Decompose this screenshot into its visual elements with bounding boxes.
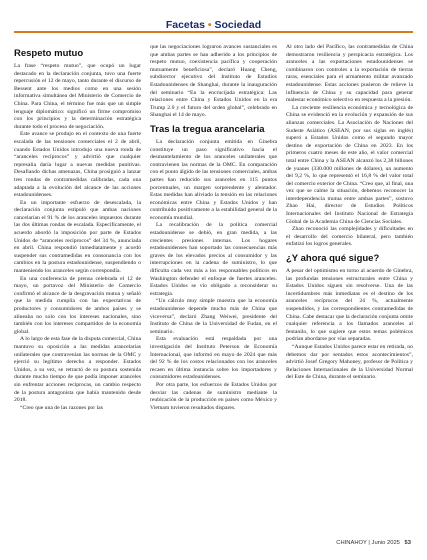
paragraph: A lo largo de esta fase de la disputa comercial, China mantuvo su oposición a las medidas arancelarias unilaterales que contravenían las normas de la OMC y ejerció su legítimo derecho a responder. Estados Unidos, a su vez, se retractó de su postura sostenida durante mucho tiempo de que podía imponer aranceles sin enfrentar acciones recíprocas, un cambio respecto de la postura antagonista que había mantenido desde 2018.: [14, 336, 141, 404]
subheading-y-ahora-que-sigue: ¿Y ahora qué sigue?: [286, 253, 380, 265]
section-name-sociedad: Sociedad: [214, 19, 262, 31]
paragraph: La creciente resiliencia económica y tecnológica de China se evidenció en la evolución y expansión de sus alianzas comerciales. La Asociación de Naciones del Sudeste Asiático (ASEAN, por sus siglas en inglés) superó a Estados Unidos como el segundo mayor destino de exportación de China en 2023. En los primeros cuatro meses de este año, el valor comercial total entre China y la ASEAN alcanzó los 2,38 billones de yuanes (330.000 millones de dólares), un aumento del 9,2 %, lo que representó el 16,8 % del valor total del comercio exterior de China. “Creo que, al final, una vez que se calme la situación, debemos reconocer la interdependencia mutua entre ambas partes”, sostuvo Zhao Hai, director de Estudios Políticos Internacionales del Instituto Nacional de Estrategia Global de la Academia China de Ciencias Sociales.: [286, 104, 413, 225]
subheading-tregua-arancelaria: Tras la tregua arancelaria: [150, 123, 265, 135]
paragraph: Zhao reconoció las complejidades y dificultades en el desarrollo del comercio bilateral, pero también enfatizó los logros generales.: [286, 226, 413, 248]
article-columns: [14, 44, 413, 530]
section-name-facetas: Facetas: [165, 19, 205, 31]
section-header: [14, 14, 413, 38]
column-2: [150, 44, 277, 530]
paragraph: “Creo que una de las razones por las: [20, 404, 103, 411]
paragraph: La frase “respeto mutuo”, que ocupó un lugar destacado en la declaración conjunta, tuvo una fuerte repercusión el 12 de mayo, tanto durante el discurso de Bessent ante los medios como en una sesión informativa simultánea del Ministerio de Comercio de China. Para China, el término fue más que un simple lenguaje diplomático: significó un firme compromiso con los principios y la determinación estratégica durante todo el proceso de negociación.: [14, 63, 141, 130]
footer-separator: |: [368, 540, 372, 546]
paragraph: A pesar del optimismo en torno al acuerdo de Ginebra, las profundas tensiones estructurales entre China y Estados Unidos siguen sin resolverse. Una de las incertidumbres más inmediatas es el destino de los aranceles recíprocos del 24 %, actualmente suspendidos, y las correspondientes contramedidas de China. Cabe destacar que la declaración conjunta omite cualquier referencia a los llamados aranceles al fentanilo, lo que sugiere que estos temas polémicos podrían abordarse por vías separadas.: [286, 268, 413, 343]
paragraph: “Aunque Estados Unidos parece estar en retirada, no debemos dar por sentados estos acontecimientos”, advirtió Josef Gregory Mahoney, profesor de Política y Relaciones Internacionales de la Universidad Normal del Este de China, durante el seminario.: [286, 343, 413, 381]
issue-date: Junio 2025: [371, 540, 400, 546]
section-title: [162, 19, 265, 31]
paragraph: En un importante esfuerzo de desescalada, la declaración conjunta estipuló que ambas naciones cancelarían el 91 % de los aranceles impuestos durante las dos últimas rondas de escalada. Específicamente, el acuerdo abordó la imposición por parte de Estados Unidos de “aranceles recíprocos” del 34 %, anunciada en abril. China respondió inmediatamente y acordó suspender sus contramedidas en consonancia con los cambios en la postura estadounidense, suspendiendo o manteniendo los aranceles según correspondía.: [14, 199, 141, 275]
bullet-icon: •: [207, 19, 215, 31]
paragraph: “Un cálculo muy simple muestra que la economía estadounidense depende mucho más de China que viceversa”, declaró Zhang Weiwei, presidente del Instituto de China de la Universidad de Fudan, en el seminario.: [150, 298, 277, 335]
paragraph: Este avance se produjo en el contexto de una fuerte escalada de las tensiones comerciales el 2 de abril, cuando Estados Unidos introdujo una nueva ronda de “aranceles recíprocos” y advirtió que cualquier represalia daría lugar a nuevas medidas punitivas. Desafiando dichas amenazas, China prosiguió a lanzar tres rondas de contramedidas calibradas, cada una adaptada a la evolución del alcance de las acciones estadounidenses.: [14, 131, 141, 199]
column-1: [14, 44, 141, 530]
paragraph: Esta evaluación está respaldada por una investigación del Instituto Peterson de Economía Internacional, que informó en mayo de 2024 que más del 92 % de los costos relacionados con los aranceles recaen en última instancia sobre los importadores y consumidores estadounidenses.: [150, 336, 277, 381]
paragraph: La recalibración de la política comercial estadounidense se debió, en gran medida, a las crecientes presiones internas. Los hogares estadounidenses han soportado las consecuencias más graves de los elevados precios al consumidor y las interrupciones en la cadena de suministro, lo que dificulta cada vez más a los responsables políticos en Washington defender el enfoque de fuertes aranceles. Estados Unidos se vio obligado a reconsiderar su estrategia.: [150, 222, 277, 297]
subheading-respeto-mutuo: Respeto mutuo: [14, 48, 84, 59]
magazine-name: CHINAHOY: [336, 540, 367, 546]
column-3: [286, 44, 413, 530]
paragraph: Al otro lado del Pacífico, las contramedidas de China demostraron resiliencia y perspicacia estratégica. Los aranceles a las exportaciones estadounidenses se combinaron con controles a la exportación de tierras raras, esenciales para el armamento militar avanzado estadounidense. Estas acciones pusieron de relieve la influencia de China y su capacidad para generar malestar económico selectivo en respuesta a la presión.: [286, 44, 413, 104]
paragraph: La declaración conjunta emitida en Ginebra constituye un paso significativo hacia el desmantelamiento de los aranceles unilaterales que contravienen las normas de la OMC. En comparación con el punto álgido de las tensiones comerciales, ambas partes han reducido sus aranceles en 115 puntos porcentuales, un margen sorprendente y alentador. Estas medidas han aliviado la tensión en las relaciones económicas entre China y Estados Unidos y han contribuido positivamente a la estabilidad general de la economía mundial.: [150, 138, 277, 221]
paragraph: En una conferencia de prensa celebrada el 12 de mayo, un portavoz del Ministerio de Comercio confirmó el alcance de la desgravación mutua y señaló que la medida cumplía con las expectativas de productores y consumidores de ambos países y se alineaba no solo con los intereses nacionales, sino también con los intereses compartidos de la economía global.: [14, 275, 141, 335]
page-footer: [336, 540, 411, 546]
paragraph: Por otra parte, los esfuerzos de Estados Unidos por desviar las cadenas de suministro mediante la reubicación de la producción en países como México y Vietnam tuvieron resultados dispares.: [150, 381, 277, 411]
page-number: 53: [404, 540, 411, 546]
paragraph: que las negociaciones lograron avances sustanciales es que ambas partes se han adherido a los principios de respeto mutuo, coexistencia pacífica y cooperación mutuamente beneficiosa”, declaró Huang Cheng, subdirector ejecutivo del Instituto de Estudios Estadounidenses de Shanghai, durante la inauguración del seminario “En la encrucijada estratégica: Las relaciones entre China y Estados Unidos en la era Trump 2.0 y el futuro del orden global”, celebrado en Shanghai el 14 de mayo.: [150, 44, 277, 119]
header-rule: [14, 31, 413, 33]
